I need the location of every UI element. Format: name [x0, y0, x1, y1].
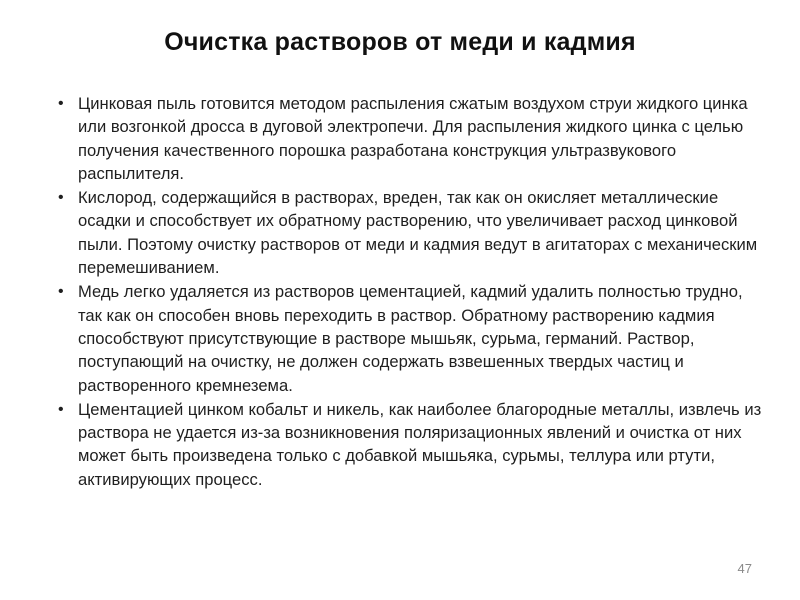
page-number: 47 — [737, 561, 752, 576]
bullet-item — [56, 280, 768, 396]
bullet-text: Цементацией цинком кобальт и никель, как наиболее благородные металлы, извлечь из раствора не удается из-за возникновения поляризационных явлений и очистка от них может быть произведена только с добавкой мышьяка, сурьмы, теллура или ртути, активирующих процесс. — [78, 399, 762, 489]
bullet-icon: • — [58, 283, 64, 301]
bullet-text: Медь легко удаляется из растворов цементацией, кадмий удалить полностью трудно, так как он способен вновь переходить в раствор. Обратному растворению кадмия способствуют присутствующие в растворе мышьяк, сурьма, германий. Раствор, поступающий на очистку, не должен содержать взвешенных твердых частиц и растворенного кремнезема. — [78, 282, 743, 395]
bullet-icon: • — [58, 400, 64, 418]
bullet-text: Кислород, содержащийся в растворах, вреден, так как он окисляет металлические осадки и способствует их обратному растворению, что увеличивает расход цинковой пыли. Поэтому очистку растворов от меди и кадмия ведут в агитаторах с механическим перемешиванием. — [78, 188, 758, 278]
bullet-icon: • — [58, 95, 64, 112]
bullet-item — [56, 186, 768, 279]
bullet-item — [56, 92, 768, 185]
bullet-text: Цинковая пыль готовится методом распыления сжатым воздухом струи жидкого цинка или возгонкой дросса в дуговой электропечи. Для распыления жидкого цинка с целью получения качественного порошка разработана конструкция ультразвукового распылителя. — [78, 94, 748, 183]
slide-title: Очистка растворов от меди и кадмия — [164, 28, 636, 56]
bullet-item — [56, 398, 768, 491]
bullet-list — [56, 92, 768, 492]
bullet-icon: • — [58, 189, 64, 207]
